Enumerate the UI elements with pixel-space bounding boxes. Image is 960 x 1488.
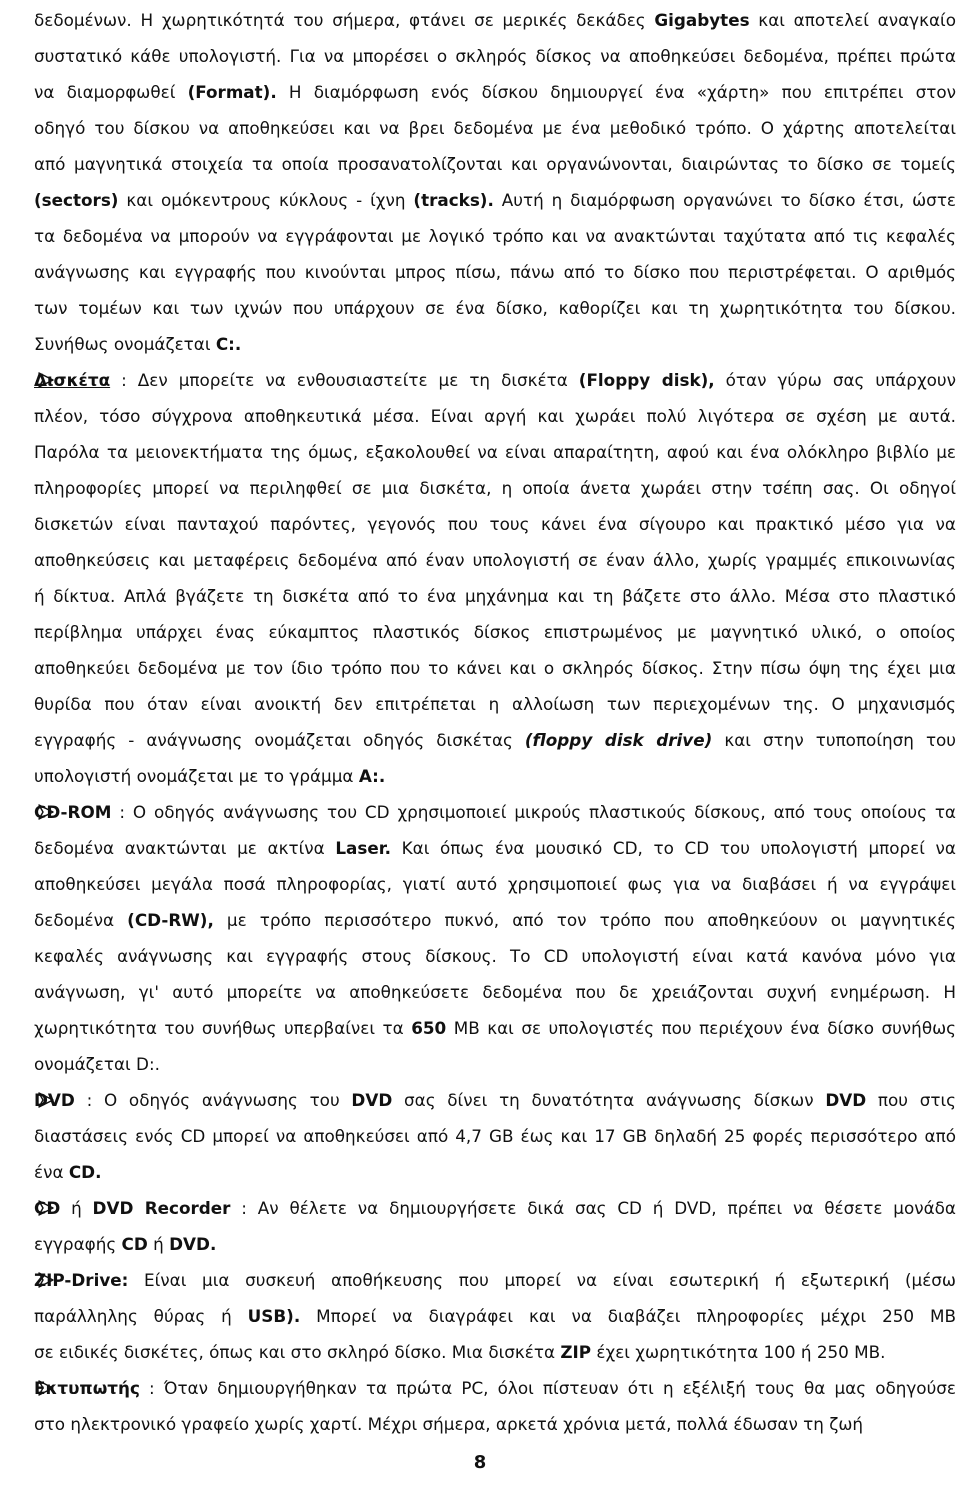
text-run: οδηγό του δίσκου να αποθηκεύσει και να βρει δεδομένα με ένα μεθοδικό τρόπο. Ο χάρτης αποτελείται: [34, 118, 956, 138]
page-number: 8: [473, 1452, 487, 1473]
text-run: Είναι μια συσκευή αποθήκευσης που μπορεί να είναι εσωτερική ή εξωτερική (μέσω: [128, 1270, 956, 1290]
text-run: δισκετών είναι πανταχού παρόντες, γεγονός που τους κάνει ένα σίγουρο και πρακτικό μέσο για να: [34, 514, 956, 534]
bold-text-run: DVD Recorder: [92, 1198, 231, 1218]
intro-line: [34, 2, 956, 38]
intro-paragraph: [34, 2, 956, 362]
bold-text-run: (Floppy disk),: [578, 370, 715, 390]
bold-text-run: DVD: [351, 1090, 393, 1110]
text-run: και στην τυποποίηση του: [712, 730, 956, 750]
intro-line: [34, 326, 956, 362]
text-run: να διαμορφωθεί: [34, 82, 188, 102]
bold-text-run: C:.: [215, 334, 242, 354]
text-run: ονομάζεται D:.: [34, 1054, 160, 1074]
text-run: ανάγνωσης και εγγραφής που κινούνται μπρος πίσω, πάνω από το δίσκο που περιστρέφεται. Ο αριθμός: [34, 262, 956, 282]
arrowhead-bullet-icon: [36, 794, 56, 830]
bold-text-run: Gigabytes: [654, 10, 750, 30]
text-run: : Αν θέλετε να δημιουργήσετε δικά σας CD ή DVD, πρέπει να θέσετε μονάδα: [230, 1198, 956, 1218]
text-run: ανάγνωση, γι' αυτό μπορείτε να αποθηκεύσετε δεδομένα που δε χρειάζονται συχνή ενημέρωση. Η: [34, 982, 956, 1002]
text-run: από μαγνητικά στοιχεία τα οποία προσανατολίζονται και οργανώνονται, διαιρώντας το δίσκο σε τομείς: [34, 154, 956, 174]
bold-text-run: ZIP-Drive:: [34, 1270, 129, 1290]
intro-line: [34, 38, 956, 74]
text-run: των τομέων και των ιχνών που υπάρχουν σε ένα δίσκο, καθορίζει και τη χωρητικότητα του δίσκου.: [34, 298, 956, 318]
bold-text-run: CD: [34, 1198, 61, 1218]
bold-text-run: USB).: [247, 1306, 301, 1326]
bold-text-run: (CD-RW),: [127, 910, 214, 930]
bold-text-run: ZIP: [560, 1342, 592, 1362]
bullet-recorder: [34, 1190, 956, 1262]
zip-line: [34, 1262, 956, 1298]
cdrom-line: [34, 866, 956, 902]
floppy-line: [34, 362, 956, 398]
text-run: εγγραφής - ανάγνωσης ονομάζεται οδηγός δισκέτας: [34, 730, 525, 750]
bold-text-run: Εκτυπωτής: [34, 1378, 140, 1398]
text-run: και ομόκεντρους κύκλους - ίχνη: [118, 190, 414, 210]
text-run: έχει χωρητικότητα 100 ή 250 MB.: [591, 1342, 886, 1362]
text-run: σας δίνει τη δυνατότητα ανάγνωσης δίσκων: [392, 1090, 826, 1110]
text-run: Αυτή η διαμόρφωση οργανώνει το δίσκο έτσι, ώστε: [493, 190, 956, 210]
cdrom-line: [34, 938, 956, 974]
arrowhead-bullet-icon: [36, 1190, 56, 1226]
arrowhead-bullet-icon: [36, 362, 56, 398]
bullet-printer: [34, 1370, 956, 1442]
floppy-line: [34, 614, 956, 650]
floppy-line: [34, 398, 956, 434]
bold-text-run: A:.: [358, 766, 386, 786]
zip-line: [34, 1298, 956, 1334]
bold-text-run: (Format).: [187, 82, 277, 102]
text-run: θυρίδα που όταν είναι ανοικτή δεν επιτρέπεται η αλλοίωση των περιεχομένων της. Ο μηχανισμός: [34, 694, 956, 714]
bold-text-run: CD-ROM: [34, 802, 112, 822]
intro-line: [34, 110, 956, 146]
text-run: Συνήθως ονομάζεται: [34, 334, 216, 354]
floppy-line: [34, 758, 956, 794]
bold-text-run: (floppy disk drive): [524, 730, 713, 750]
intro-line: [34, 254, 956, 290]
bullet-cdrom: [34, 794, 956, 1082]
floppy-line: [34, 506, 956, 542]
intro-line: [34, 218, 956, 254]
text-run: Η διαμόρφωση ενός δίσκου δημιουργεί ένα «χάρτη» που επιτρέπει στον: [276, 82, 956, 102]
bold-text-run: CD.: [68, 1162, 102, 1182]
bold-text-run: CD: [121, 1234, 148, 1254]
dvd-line: [34, 1154, 956, 1190]
floppy-line: [34, 722, 956, 758]
text-run: αποθηκεύσει μεγάλα ποσά πληροφορίας, γιατί αυτό χρησιμοποιεί φως για να διαβάσει ή να εγγράψει: [34, 874, 956, 894]
text-run: τα δεδομένα να μπορούν να εγγράφονται με λογικό τρόπο και να ανακτώνται ταχύτατα από τις κεφαλές: [34, 226, 956, 246]
arrowhead-bullet-icon: [36, 1262, 56, 1298]
dvd-line: [34, 1082, 956, 1118]
bold-text-run: DVD: [825, 1090, 867, 1110]
printer-line: [34, 1406, 956, 1442]
cdrom-line: [34, 830, 956, 866]
intro-line: [34, 146, 956, 182]
cdrom-line: [34, 1046, 956, 1082]
text-run: αποθηκεύσεις και μεταφέρεις δεδομένα από έναν υπολογιστή σε έναν άλλο, χωρίς γραμμές επικοινωνίας: [34, 550, 956, 570]
text-run: : Όταν δημιουργήθηκαν τα πρώτα PC, όλοι πίστευαν ότι η εξέλιξή τους θα μας οδηγούσε: [139, 1378, 956, 1398]
text-run: πληροφορίες μπορεί να περιληφθεί σε μια δισκέτα, η οποία άνετα χωράει στην τσέπη σας. Οι οδηγοί: [34, 478, 956, 498]
text-run: : Δεν μπορείτε να ενθουσιαστείτε με τη δισκέτα: [110, 370, 579, 390]
bold-text-run: 650: [411, 1018, 447, 1038]
bullet-zip: [34, 1262, 956, 1370]
recorder-line: [34, 1190, 956, 1226]
text-run: σε ειδικές δισκέτες, όπως και στο σκληρό δίσκο. Μια δισκέτα: [34, 1342, 561, 1362]
recorder-line: [34, 1226, 956, 1262]
text-run: κεφαλές ανάγνωσης και εγγραφής στους δίσκους. Το CD υπολογιστή είναι κατά κανόνα μόνο για: [34, 946, 956, 966]
intro-line: [34, 182, 956, 218]
text-run: όταν γύρω σας υπάρχουν: [714, 370, 956, 390]
text-run: MB και σε υπολογιστές που περιέχουν ένα δίσκο συνήθως: [446, 1018, 956, 1038]
text-run: εγγραφής: [34, 1234, 122, 1254]
text-run: Παρόλα τα μειονεκτήματα της όμως, εξακολουθεί να είναι απαραίτητη, αφού και ένα ολόκληρο βιβλίο με: [34, 442, 956, 462]
text-run: : Ο οδηγός ανάγνωσης του CD χρησιμοποιεί μικρούς πλαστικούς δίσκους, από τους οποίους τα: [111, 802, 956, 822]
intro-line: [34, 74, 956, 110]
bold-text-run: (tracks).: [413, 190, 494, 210]
text-run: δεδομένων. Η χωρητικότητά του σήμερα, φτάνει σε μερικές δεκάδες: [34, 10, 655, 30]
cdrom-line: [34, 794, 956, 830]
bold-text-run: (sectors): [34, 190, 119, 210]
arrowhead-bullet-icon: [36, 1370, 56, 1406]
text-run: Μπορεί να διαγράφει και να διαβάζει πληροφορίες μέχρι 250 MB: [300, 1306, 956, 1326]
floppy-line: [34, 542, 956, 578]
bold-text-run: Laser.: [335, 838, 391, 858]
text-run: αποθηκεύει δεδομένα με τον ίδιο τρόπο που το κάνει και ο σκληρός δίσκος. Στην πίσω όψη της έχει μια: [34, 658, 956, 678]
floppy-line: [34, 434, 956, 470]
text-run: υπολογιστή ονομάζεται με το γράμμα: [34, 766, 359, 786]
floppy-line: [34, 686, 956, 722]
text-run: δεδομένα: [34, 910, 128, 930]
text-run: χωρητικότητα του συνήθως υπερβαίνει τα: [34, 1018, 412, 1038]
text-run: ή: [147, 1234, 170, 1254]
text-run: ή: [60, 1198, 93, 1218]
text-run: και αποτελεί αναγκαίο: [749, 10, 956, 30]
text-run: που στις: [866, 1090, 956, 1110]
bullet-dvd: [34, 1082, 956, 1190]
text-run: διαστάσεις ενός CD μπορεί να αποθηκεύσει από 4,7 GB έως και 17 GB δηλαδή 25 φορές περισσότερο από: [34, 1126, 956, 1146]
floppy-line: [34, 470, 956, 506]
floppy-line: [34, 650, 956, 686]
bold-text-run: DVD: [34, 1090, 75, 1110]
cdrom-line: [34, 1010, 956, 1046]
cdrom-line: [34, 974, 956, 1010]
text-run: στο ηλεκτρονικό γραφείο χωρίς χαρτί. Μέχρι σήμερα, αρκετά χρόνια μετά, πολλά έδωσαν τη ζωή: [34, 1414, 864, 1434]
text-run: συστατικό κάθε υπολογιστή. Για να μπορέσει ο σκληρός δίσκος να αποθηκεύσει δεδομένα, πρέπει πρώτα: [34, 46, 956, 66]
intro-line: [34, 290, 956, 326]
text-run: περίβλημα υπάρχει ένας εύκαμπτος πλαστικός δίσκος επιστρωμένος με μαγνητικό υλικό, ο οποίος: [34, 622, 956, 642]
text-run: παράλληλης θύρας ή: [34, 1306, 248, 1326]
bullet-floppy: [34, 362, 956, 794]
bold-text-run: Δισκέτα: [34, 370, 111, 390]
text-run: με τρόπο περισσότερο πυκνό, από τον τρόπο που αποθηκεύουν οι μαγνητικές: [213, 910, 956, 930]
printer-line: [34, 1370, 956, 1406]
text-run: πλέον, τόσο σύγχρονα αποθηκευτικά μέσα. Είναι αργή και χωράει πολύ λιγότερα σε σχέση με αυτά.: [34, 406, 956, 426]
floppy-line: [34, 578, 956, 614]
text-run: ή δίκτυα. Απλά βγάζετε τη δισκέτα από το ένα μηχάνημα και τη βάζετε στο άλλο. Μέσα στο πλαστικό: [34, 586, 956, 606]
cdrom-line: [34, 902, 956, 938]
text-run: δεδομένα ανακτώνται με ακτίνα: [34, 838, 336, 858]
text-run: : Ο οδηγός ανάγνωσης του: [74, 1090, 352, 1110]
arrowhead-bullet-icon: [36, 1082, 56, 1118]
zip-line: [34, 1334, 956, 1370]
dvd-line: [34, 1118, 956, 1154]
text-run: ένα: [34, 1162, 69, 1182]
text-run: Και όπως ένα μουσικό CD, το CD του υπολογιστή μπορεί να: [391, 838, 956, 858]
bold-text-run: DVD.: [169, 1234, 217, 1254]
